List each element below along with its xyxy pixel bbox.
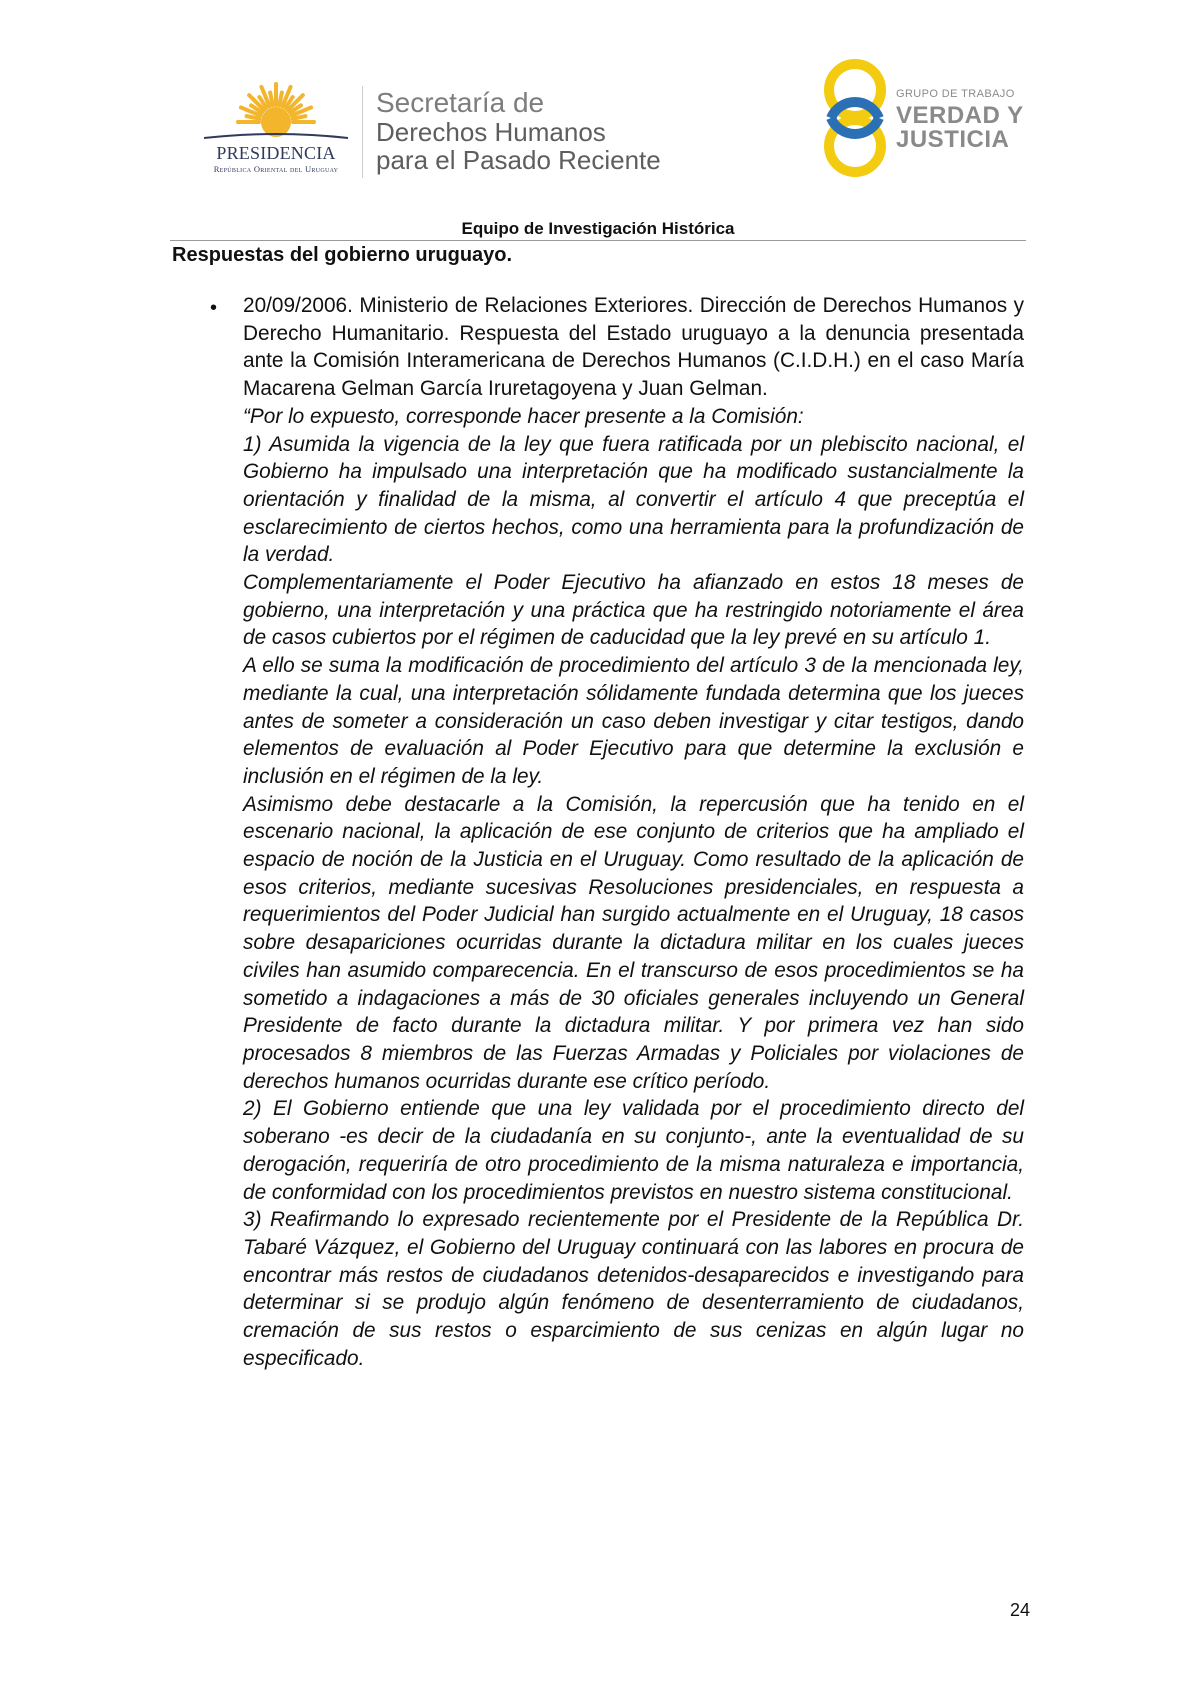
quote-paragraph: A ello se suma la modificación de procedimiento del artículo 3 de la mencionada ley, mediante la cual, una interpretación sólidamente fundada determina que los jueces antes de someter a consideración un caso deben investigar y citar testigos, dando elementos de evaluación al Poder Ejecutivo para que determine la exclusión e inclusión en el régimen de la ley. — [243, 654, 1024, 788]
quote-paragraph: 3) Reafirmando lo expresado recientemente por el Presidente de la República Dr. Tabaré Vázquez, el Gobierno del Uruguay continuará con las labores en procura de encontrar más restos de ciudadanos detenidos-desaparecidos e investigando para determinar si se produjo algún fenómeno de desenterramiento de ciudadanos, cremación de sus restos o esparcimiento de sus cenizas en algún lugar no especificado. — [243, 1208, 1024, 1370]
quote-paragraph: Complementariamente el Poder Ejecutivo ha afianzado en estos 18 meses de gobierno, una interpretación y una práctica que ha restringido notoriamente el área de casos cubiertos por el régimen de caducidad que la ley prevé en su artículo 1. — [243, 571, 1024, 650]
quote-paragraph: 1) Asumida la vigencia de la ley que fuera ratificada por un plebiscito nacional, el Gobierno ha impulsado una interpretación que ha modificado sustancialmente la orientación y finalidad de la misma, al convertir el artículo 4 que preceptúa el esclarecimiento de ciertos hechos, como una herramienta para la profundización de la verdad. — [243, 432, 1024, 567]
header-rule — [170, 240, 1026, 241]
presidencia-name: PRESIDENCIA — [216, 143, 336, 163]
secretaria-line2: Derechos Humanos — [376, 117, 606, 147]
presidencia-subtitle: República Oriental del Uruguay — [213, 164, 339, 174]
justicia-label: JUSTICIA — [896, 126, 1010, 153]
verdad-label: VERDAD Y — [896, 102, 1024, 129]
section-title: Respuestas del gobierno uruguayo. — [172, 244, 513, 266]
quote-paragraph: “Por lo expuesto, corresponde hacer presente a la Comisión: — [243, 404, 804, 428]
page-header — [0, 0, 1190, 230]
verdad-justicia-rings-logo — [815, 56, 895, 180]
quote-paragraph: 2) El Gobierno entiende que una ley validada por el procedimiento directo del soberano -es decir de la ciudadanía en su conjunto-, ante la eventualidad de su derogación, requeriría de otro procedimiento de la misma naturaleza e importancia, de conformidad con los procedimientos previstos en nuestro sistema constitucional. — [243, 1097, 1024, 1204]
secretaria-logo-text — [376, 88, 661, 174]
grupo-trabajo-label: GRUPO DE TRABAJO — [896, 88, 1015, 100]
secretaria-line3: para el Pasado Reciente — [376, 145, 661, 175]
quote-paragraph: Asimismo debe destacarle a la Comisión, la repercusión que ha tenido en el escenario nacional, la aplicación de ese conjunto de criterios que ha ampliado el espacio de noción de la Justicia en el Uruguay. Como resultado de la aplicación de esos criterios, mediante sucesivas Resoluciones presidenciales, en respuesta a requerimientos del Poder Judicial han surgido actualmente en el Uruguay, 18 casos sobre desapariciones ocurridas durante la dictadura militar en los cuales jueces civiles han asumido comparecencia. En el transcurso de esos procedimientos se ha sometido a indagaciones a más de 30 oficiales generales incluyendo un General Presidente de facto durante la dictadura militar. Y por primera vez han sido procesados 8 miembros de las Fuerzas Armadas y Policiales por violaciones de derechos humanos ocurridas durante ese crítico período. — [243, 792, 1024, 1093]
entry-intro: 20/09/2006. Ministerio de Relaciones Exteriores. Dirección de Derechos Humanos y Derecho Humanitario. Respuesta del Estado uruguayo a la denuncia presentada ante la Comisión Interamericana de Derechos Humanos (C.I.D.H.) en el caso María Macarena Gelman García Iruretagoyena y Juan Gelman. — [243, 294, 1024, 401]
page-number: 24 — [1009, 1600, 1030, 1620]
entry-body — [243, 292, 1024, 1372]
bullet-marker: • — [210, 297, 218, 319]
secretaria-line1: Secretaría de — [376, 87, 545, 118]
header-divider — [362, 86, 363, 178]
team-heading: Equipo de Investigación Histórica — [461, 219, 735, 238]
